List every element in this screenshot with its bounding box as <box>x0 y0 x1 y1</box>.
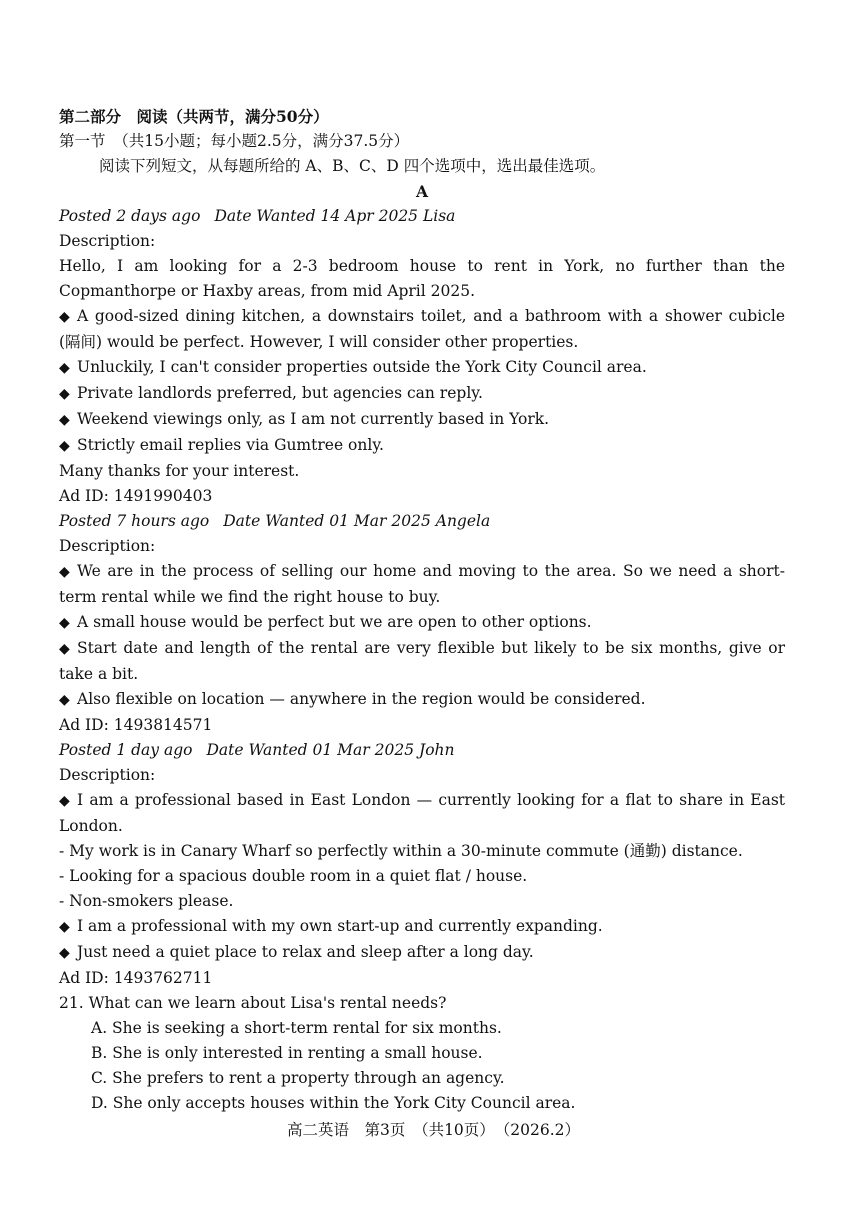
list-item: ◆ I am a professional with my own start-up and currently expanding. <box>59 914 785 940</box>
list-item: ◆ Also flexible on location — anywhere in the region would be considered. <box>59 687 785 713</box>
dash-item: - Looking for a spacious double room in a quiet flat / house. <box>59 867 528 885</box>
ad-id: Ad ID: 1493814571 <box>59 716 213 734</box>
closing-text: Many thanks for your interest. <box>59 462 300 480</box>
list-item: ◆ Just need a quiet place to relax and sleep after a long day. <box>59 940 785 966</box>
diamond-bullet-icon: ◆ <box>59 360 70 376</box>
list-item: ◆ We are in the process of selling our home and moving to the area. So we need a short-term rental while we find the right house to buy. <box>59 562 785 606</box>
list-item: ◆ A good-sized dining kitchen, a downstairs toilet, and a bathroom with a shower cubicle (隔间) would be perfect. However, I will consider other properties. <box>59 307 785 351</box>
diamond-bullet-icon: ◆ <box>59 945 70 961</box>
list-item: ◆ Strictly email replies via Gumtree only. <box>59 433 785 459</box>
list-item: ◆ Weekend viewings only, as I am not currently based in York. <box>59 407 785 433</box>
diamond-bullet-icon: ◆ <box>59 919 70 935</box>
list-item: ◆ Private landlords preferred, but agencies can reply. <box>59 381 785 407</box>
list-item: ◆ Start date and length of the rental are very flexible but likely to be six months, give or take a bit. <box>59 639 785 683</box>
date-wanted: Date Wanted 01 Mar 2025 John <box>206 741 455 759</box>
section-title: 第一节 （共15小题；每小题2.5分，满分37.5分） <box>59 132 410 150</box>
passage-label: A <box>415 182 429 201</box>
date-wanted: Date Wanted 01 Mar 2025 Angela <box>223 512 491 530</box>
description-label: Description: <box>59 232 156 250</box>
dash-item: - My work is in Canary Wharf so perfectly within a 30-minute commute (通勤) distance. <box>59 842 743 860</box>
date-wanted: Date Wanted 14 Apr 2025 Lisa <box>214 207 456 225</box>
diamond-bullet-icon: ◆ <box>59 793 70 809</box>
list-item: ◆ A small house would be perfect but we are open to other options. <box>59 610 785 636</box>
answer-option-a[interactable]: A. She is seeking a short-term rental for six months. <box>91 1019 502 1037</box>
page-footer: 高二英语 第3页 （共10页） （2026.2） <box>286 1121 581 1139</box>
answer-option-d[interactable]: D. She only accepts houses within the York City Council area. <box>91 1094 576 1112</box>
diamond-bullet-icon: ◆ <box>59 386 70 402</box>
diamond-bullet-icon: ◆ <box>59 438 70 454</box>
exam-page <box>59 104 785 1116</box>
diamond-bullet-icon: ◆ <box>59 412 70 428</box>
dash-item: - Non-smokers please. <box>59 892 234 910</box>
part-title: 第二部分 阅读（共两节，满分50分） <box>59 107 329 126</box>
list-item: ◆ I am a professional based in East London — currently looking for a flat to share in East London. <box>59 791 785 835</box>
ad-header-angela <box>59 509 785 534</box>
posted-time: Posted 2 days ago <box>59 207 201 225</box>
diamond-bullet-icon: ◆ <box>59 309 70 325</box>
ad-id: Ad ID: 1491990403 <box>59 487 213 505</box>
description-label: Description: <box>59 766 156 784</box>
diamond-bullet-icon: ◆ <box>59 641 70 657</box>
posted-time: Posted 7 hours ago <box>59 512 210 530</box>
diamond-bullet-icon: ◆ <box>59 692 70 708</box>
instruction: 阅读下列短文，从每题所给的 A、B、C、D 四个选项中，选出最佳选项。 <box>99 157 606 175</box>
ad-header-lisa <box>59 204 785 229</box>
posted-time: Posted 1 day ago <box>59 741 193 759</box>
answer-option-b[interactable]: B. She is only interested in renting a small house. <box>91 1044 483 1062</box>
answer-option-c[interactable]: C. She prefers to rent a property through an agency. <box>91 1069 505 1087</box>
diamond-bullet-icon: ◆ <box>59 564 70 580</box>
ad-id: Ad ID: 1493762711 <box>59 969 213 987</box>
question-stem: 21. What can we learn about Lisa's rental needs? <box>59 994 447 1012</box>
ad-intro: Hello, I am looking for a 2-3 bedroom house to rent in York, no further than the Copmanthorpe or Haxby areas, from mid April 2025. <box>59 257 785 300</box>
diamond-bullet-icon: ◆ <box>59 615 70 631</box>
description-label: Description: <box>59 537 156 555</box>
ad-header-john <box>59 738 785 763</box>
list-item: ◆ Unluckily, I can't consider properties outside the York City Council area. <box>59 355 785 381</box>
